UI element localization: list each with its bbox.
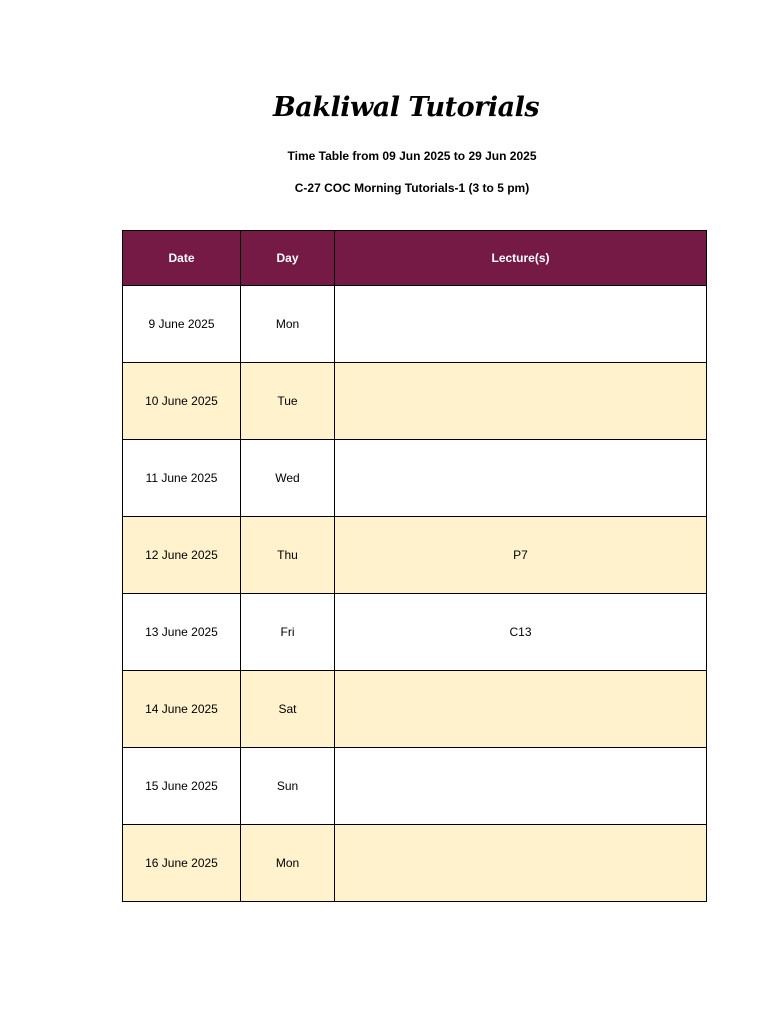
table-row	[123, 748, 707, 825]
lecture-cell	[335, 440, 707, 517]
lecture-cell	[335, 671, 707, 748]
brand-title: Bakliwal Tutorials	[272, 92, 540, 123]
timetable	[122, 230, 707, 902]
date-cell: 14 June 2025	[123, 671, 241, 748]
table-row	[123, 363, 707, 440]
timetable-date-range: Time Table from 09 Jun 2025 to 29 Jun 2025	[287, 149, 537, 163]
lecture-cell	[335, 825, 707, 902]
table-row	[123, 825, 707, 902]
table-row	[123, 286, 707, 363]
day-cell: Wed	[241, 440, 335, 517]
day-cell: Fri	[241, 594, 335, 671]
date-cell: 11 June 2025	[123, 440, 241, 517]
column-header-day: Day	[241, 231, 335, 286]
date-cell: 15 June 2025	[123, 748, 241, 825]
date-cell: 16 June 2025	[123, 825, 241, 902]
date-cell: 13 June 2025	[123, 594, 241, 671]
lecture-cell: C13	[335, 594, 707, 671]
day-cell: Sun	[241, 748, 335, 825]
day-cell: Mon	[241, 286, 335, 363]
day-cell: Sat	[241, 671, 335, 748]
table-row	[123, 517, 707, 594]
table-row	[123, 671, 707, 748]
lecture-cell	[335, 286, 707, 363]
batch-name: C-27 COC Morning Tutorials-1 (3 to 5 pm)	[294, 181, 530, 195]
day-cell: Mon	[241, 825, 335, 902]
date-cell: 9 June 2025	[123, 286, 241, 363]
column-header-date: Date	[123, 231, 241, 286]
day-cell: Tue	[241, 363, 335, 440]
table-row	[123, 594, 707, 671]
table-row	[123, 440, 707, 517]
table-header-row	[123, 231, 707, 286]
lecture-cell	[335, 748, 707, 825]
date-cell: 10 June 2025	[123, 363, 241, 440]
date-cell: 12 June 2025	[123, 517, 241, 594]
lecture-cell	[335, 363, 707, 440]
lecture-cell: P7	[335, 517, 707, 594]
day-cell: Thu	[241, 517, 335, 594]
column-header-lectures: Lecture(s)	[335, 231, 707, 286]
